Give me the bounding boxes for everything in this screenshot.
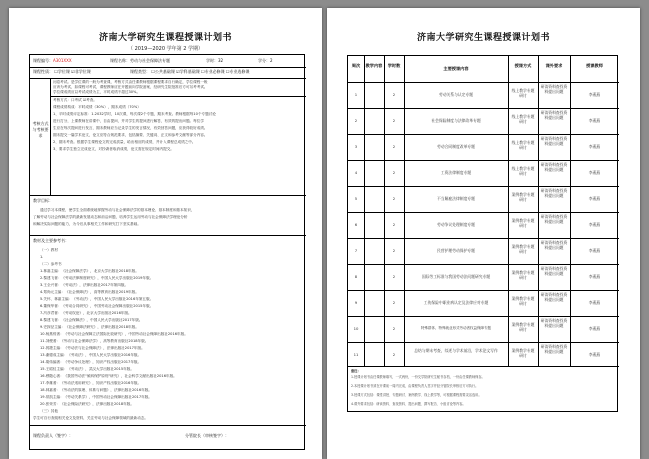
row-teacher: 李燕燕 xyxy=(588,352,601,357)
nature-option-2: ☑非学位课 xyxy=(71,69,91,74)
assessment-line: 3、要求学生独立完成论文，对抄袭者取消成绩，论文需在规定时间内提交。 xyxy=(53,147,174,151)
row-teacher: 李燕燕 xyxy=(588,118,601,123)
row-week: 11 xyxy=(353,352,359,357)
books-line: 13.谢德成主编：《劳动法》，中国人民大学出版社2016年版。 xyxy=(40,353,142,357)
row-content: 不当解雇法律制度专题 xyxy=(437,196,475,201)
row-teacher: 李燕燕 xyxy=(588,300,601,305)
notes-line: 3.授课方式包括：课堂讲授、专题研讨、案例教学、线上教学等，可根据课程需要灵活选用。 xyxy=(351,393,482,397)
page-right xyxy=(327,8,640,459)
header-method: 授课方式 xyxy=(514,63,532,68)
credit-label: 学分： xyxy=(258,58,270,63)
header-content: 主要授课内容 xyxy=(443,66,469,71)
type-option-3: ☐专业必修课 xyxy=(201,69,225,74)
books-line: 10.杨燕绥著：《劳动与社会保障立法国际比较研究》，中国劳动社会保障出版社2016年版。 xyxy=(40,332,188,336)
page-left xyxy=(9,8,322,459)
row-method: 线上教学专题研讨 xyxy=(511,166,535,176)
course-name: 课程名称：劳动与社会保障法专题 xyxy=(110,58,170,63)
notes-line: 2.本授课计划书须在开课前一周内完成，由课程负责人签字并经分管院长审核后方可执行。 xyxy=(351,384,479,388)
header-teacher: 授课教师 xyxy=(586,63,603,68)
books-line: （一）教材 xyxy=(40,248,58,252)
page-subtitle: （ 2019—2020 学年第 2 学期） xyxy=(128,46,203,52)
type-label: 课程类型： xyxy=(130,69,150,74)
row-hours: 2 xyxy=(392,170,396,175)
row-content: 劳动争议处理制度专题 xyxy=(437,222,475,227)
goal-line: 了解劳动与社会保障法学的最新发展动态和前沿问题，培养学生运用劳动与社会保障法学理论分析 xyxy=(33,215,188,219)
notes-label: 备注： xyxy=(351,369,361,373)
row-method: 线上教学专题研讨 xyxy=(511,140,535,150)
row-content: 工资法律制度专题 xyxy=(440,170,472,175)
row-method: 案例教学专题研讨 xyxy=(511,322,535,332)
row-content: 特殊群体、特殊就业形式劳动者权益保障专题 xyxy=(421,326,491,330)
row-content: 民营护理劳动保护专题 xyxy=(437,248,475,253)
row-req: 研读资料查找资料提出问题 xyxy=(540,162,568,172)
books-line: 6.董保华著：《劳动合同研究》，中国劳动社会保障出版社2015年版。 xyxy=(40,304,154,308)
course-no-label: 课程编号： xyxy=(33,58,53,63)
goal-label: 教学目标： xyxy=(33,198,53,203)
row-req: 研读资料查找资料提出问题 xyxy=(540,214,568,224)
nature-option-1: ☐学位课 xyxy=(54,69,70,74)
row-content: 工伤保险中职业病认定及法律应对专题 xyxy=(423,300,489,305)
row-week: 8 xyxy=(354,274,358,279)
row-req: 研读资料查找资料提出问题 xyxy=(540,344,568,354)
row-req: 研读资料查找资料提出问题 xyxy=(540,266,568,276)
row-req: 研读资料查找资料提出问题 xyxy=(540,318,568,328)
row-method: 案例教学专题研讨 xyxy=(511,218,535,228)
row-method: 案例教学专题研讨 xyxy=(511,296,535,306)
row-hours: 2 xyxy=(392,144,396,149)
type-option-2: ☑学科基础课 xyxy=(176,69,200,74)
course-no-value: A301XXX xyxy=(53,58,72,63)
row-teacher: 李燕燕 xyxy=(588,274,601,279)
books-line: 15.王昭仪主编：《劳动法》，武汉大学出版社2015年版。 xyxy=(40,367,134,371)
row-hours: 2 xyxy=(392,92,396,97)
row-week: 3 xyxy=(354,144,358,149)
header-req: 课外要求 xyxy=(545,63,563,68)
row-week: 9 xyxy=(354,300,358,305)
nature-label: 课程性质： xyxy=(33,69,53,74)
books-line: 1.林嘉主编：《社会保障法学》，北京大学出版社2018年版。 xyxy=(40,269,139,273)
row-req: 研读资料查找资料提出问题 xyxy=(540,110,568,120)
row-hours: 2 xyxy=(392,326,396,331)
page-title: 济南大学研究生课程授课计划书 xyxy=(416,33,550,43)
header-hours: 学时数 xyxy=(387,63,401,68)
row-hours: 2 xyxy=(392,274,396,279)
assessment-line: 学位课成绩应以考试成绩为主，平时成绩不超过30%。 xyxy=(53,90,141,94)
row-content: 总结与期末考查，综述与学术前沿，学术论文写作 xyxy=(414,348,498,353)
assessment-line: 进行打分，上课教师在讲课中，自由提问，并对学生的提问进行解答，有效的提出问题。每位学 xyxy=(53,119,204,123)
row-method: 案例教学专题研讨 xyxy=(511,348,535,358)
books-line: 2.黎建飞著：《劳动法律制度研究》，中国人民大学出版社2019年版。 xyxy=(40,276,154,280)
row-hours: 2 xyxy=(392,118,396,123)
row-req: 研读资料查找资料提出问题 xyxy=(540,188,568,198)
type-option-1: ☐公共基础课 xyxy=(151,69,175,74)
goal-line: 和解决实际问题的能力，为今后从事相关工作和研究打下坚实基础。 xyxy=(33,222,141,226)
row-content: 社会保险制度与法律改革专题 xyxy=(431,118,481,123)
row-teacher: 李燕燕 xyxy=(588,222,601,227)
row-week: 4 xyxy=(354,170,358,175)
assessment-line: 2、期末考查。根据学生课程论文的完成质量，给出相应的成绩，并计入课程总成绩之中。 xyxy=(53,140,196,144)
row-week: 1 xyxy=(354,92,358,97)
row-hours: 2 xyxy=(392,300,396,305)
books-line: 9.史探径主编：《社会保障法研究》，法律出版社2018年版。 xyxy=(40,325,139,329)
type-option-4: ☐专业选修课 xyxy=(225,69,250,74)
row-week: 5 xyxy=(354,196,358,201)
hours-label: 学时： xyxy=(206,58,218,63)
books-line: 18.林嘉著：《劳动法的原理、体系与问题》，法律出版社2016年版。 xyxy=(40,388,152,392)
assessment-line: 课程成绩构成：平时成绩（30%），期末成绩（70%） xyxy=(53,105,141,109)
books-line: 17.李雄著：《劳动法适用研究》，知识产权出版社2016年版。 xyxy=(40,381,142,385)
assessment-line: 生应在每次提问进行发言，期末教师应当记录学生的发言情况，有效回答问题，应获得较好成绩。 xyxy=(53,126,208,130)
books-line: 5.关怀、林嘉主编：《劳动法》，中国人民大学出版社2016年第五版。 xyxy=(40,297,154,301)
books-line: 4.郑尚元主编：《社会保障法》，高等教育出版社2019年版。 xyxy=(40,290,139,294)
notes-line: 1.授课计划书由任课教师填写，一式两份，一份交学院研究生秘书存档，一份由任课教师保存。 xyxy=(351,375,485,379)
header-week: 周次 xyxy=(351,63,361,68)
assessment-line: 1、平时成绩评定标准：1.2032学时，10次课，每次课2个专题，期末考查。教师根据每10个专题讨论 xyxy=(53,112,216,116)
assessment-line: 闭卷考试。是学位课的一般为考查课，考核方式由任课教师根据课程要求自行确定，学位课程一般 xyxy=(53,80,208,84)
course-info-table xyxy=(29,54,305,450)
instructor-signature: 课程负责人（签字）： xyxy=(33,433,73,438)
row-content: 劳动关系与认定专题 xyxy=(438,92,474,97)
notes-line: 4.课外要求包括：研读资料、查找资料、提出问题、撰写报告、小组讨论等内容。 xyxy=(351,402,466,406)
books-line: 14.胡伟编著：《劳动争议处理》，知识产权出版社2017年版。 xyxy=(40,360,142,364)
dean-signature: 分管院长（审核签字）： xyxy=(185,433,229,438)
row-method: 案例教学专题研讨 xyxy=(511,244,535,254)
assessment-line: 期末提交一篇学术论文，论文应符合规范要求，包括摘要、关键词、正文和参考文献等部分内容。 xyxy=(53,133,208,137)
schedule-table xyxy=(347,55,618,412)
row-week: 6 xyxy=(354,222,358,227)
row-method: 线上教学专题研讨 xyxy=(511,88,535,98)
row-hours: 2 xyxy=(392,196,396,201)
assessment-line: 应该为考试，如课程可考试，课程教师应在开题前向学院备案，经研究生院批准后方可另考考试。 xyxy=(53,85,208,89)
books-line: （三）其他 xyxy=(40,409,58,413)
row-week: 7 xyxy=(354,248,358,253)
assessment-label: 考核方式与考核要求 xyxy=(32,121,49,138)
row-teacher: 李燕燕 xyxy=(588,92,601,97)
row-week: 10 xyxy=(353,326,359,331)
row-teacher: 李燕燕 xyxy=(588,326,601,331)
hours-value: 32 xyxy=(218,58,224,63)
row-teacher: 李燕燕 xyxy=(588,248,601,253)
row-hours: 2 xyxy=(392,352,396,357)
books-line: 1. xyxy=(40,255,44,259)
header-teaching: 教学内容 xyxy=(365,63,383,68)
row-method: 案例教学专题研讨 xyxy=(511,270,535,280)
books-line: 学生可自行查阅相关论文及资料，关注劳动与社会保障领域的最新动态。 xyxy=(33,416,148,420)
books-label: 教材及主要参考书： xyxy=(33,238,69,243)
row-req: 研读资料查找资料提出问题 xyxy=(540,136,568,146)
row-teacher: 李燕燕 xyxy=(588,170,601,175)
books-line: 8.黎建飞著：《社会保障法》，中国人民大学出版社2017年版。 xyxy=(40,318,143,322)
credit-value: 2 xyxy=(270,58,273,63)
row-teacher: 李燕燕 xyxy=(588,196,601,201)
books-line: （二）参考书 xyxy=(40,262,62,266)
row-method: 线上教学专题研讨 xyxy=(511,114,535,124)
page-title: 济南大学研究生课程授课计划书 xyxy=(98,33,232,43)
books-line: 12.郭捷主编：《劳动法与社会保障法》，法律出版社2017年版。 xyxy=(40,346,145,350)
goal-line: 通过学习本课程，使学生全面系统地掌握劳动与社会保障法学的基本理论、基本制度和基本知识， xyxy=(40,208,195,212)
row-content: 国际劳工标准与我国劳动法问题研究专题 xyxy=(421,274,491,279)
books-line: 20.张荣芳：《社会保险法研究》，法律出版社2018年版。 xyxy=(40,402,134,406)
row-week: 2 xyxy=(354,118,358,123)
row-req: 研读资料查找资料提出问题 xyxy=(540,84,568,94)
books-line: 19.常凯主编：《劳动关系学》，中国劳动社会保障出版社2017年版。 xyxy=(40,395,152,399)
row-req: 研读资料查找资料提出问题 xyxy=(540,292,568,302)
books-line: 7.冯彦君著：《劳动权论》，北京大学出版社2016年版。 xyxy=(40,311,132,315)
row-method: 案例教学专题研讨 xyxy=(511,192,535,202)
row-hours: 2 xyxy=(392,222,396,227)
row-req: 研读资料查找资料提出问题 xyxy=(540,240,568,250)
books-line: 3.王全兴著：《劳动法》，法律出版社2017年第四版。 xyxy=(40,283,129,287)
books-line: 16.穆随心著：《我国劳动法"倾斜保护原则"研究》，社会科学文献出版社2016年版。 xyxy=(40,374,177,378)
row-hours: 2 xyxy=(392,248,396,253)
row-content: 劳动合同制度改革专题 xyxy=(437,144,475,149)
assessment-line: 考核方式：口考试 ☑考查。 xyxy=(53,98,97,102)
row-teacher: 李燕燕 xyxy=(588,144,601,149)
books-line: 11.刘俊著：《劳动与社会保障法学》，高等教育出版社2018年版。 xyxy=(40,339,149,343)
